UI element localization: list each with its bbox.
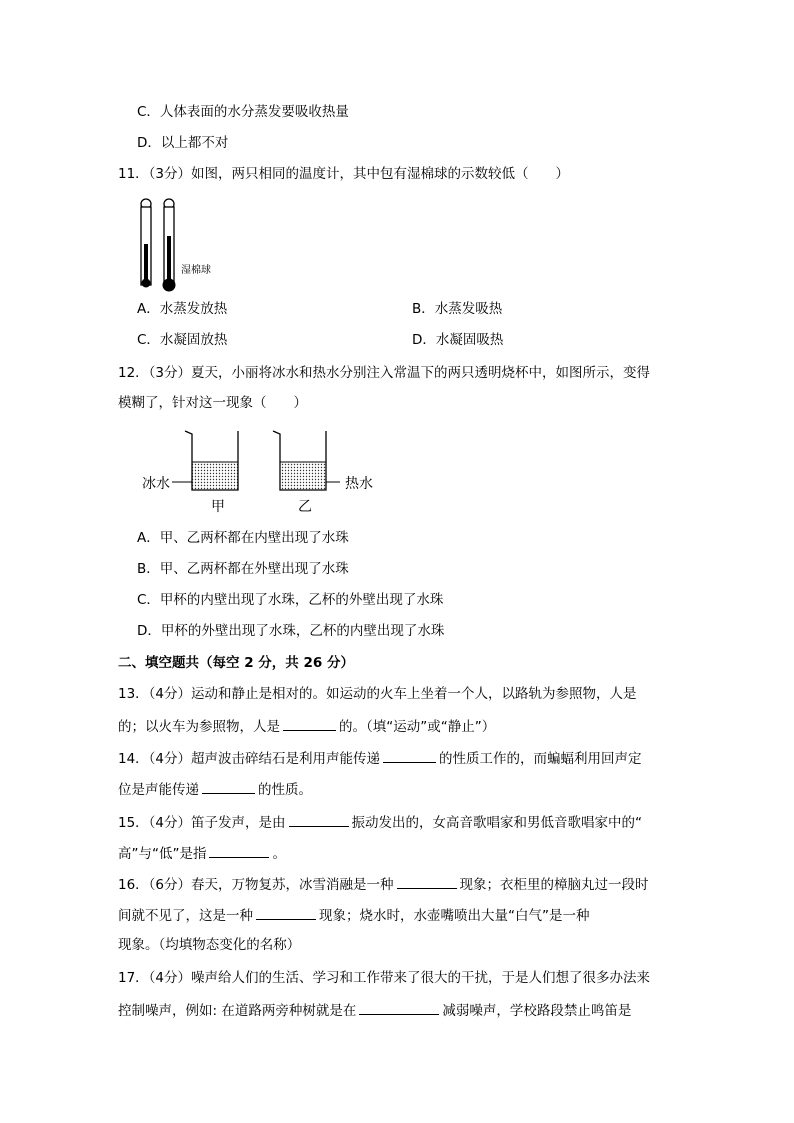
q12-option-d: D．甲杯的外壁出现了水珠，乙杯的内壁出现了水珠 xyxy=(137,623,445,639)
section-title: 二、填空题共（每空 2 分，共 26 分） xyxy=(118,655,354,671)
q13-line2 xyxy=(118,716,495,736)
q17-line2 xyxy=(118,1000,631,1020)
q13-line1: 13．（4分）运动和静止是相对的。如运动的火车上坐着一个人，以路轨为参照物，人是 xyxy=(118,686,637,702)
q15-text-a: 15．（4分）笛子发声，是由 xyxy=(118,815,286,831)
q14-text-b: 的性质工作的，而蝙蝠利用回声定 xyxy=(439,751,642,767)
cup-jia-label: 甲 xyxy=(211,499,225,515)
q10-option-d: D．以上都不对 xyxy=(137,135,229,151)
q17-text-a: 控制噪声，例如: 在道路两旁种树就是在 xyxy=(118,1003,357,1019)
q12-stem-line2: 模糊了，针对这一现象（ ） xyxy=(118,395,307,411)
hot-water-label: 热水 xyxy=(345,476,373,492)
q14-blank-2[interactable] xyxy=(202,779,255,794)
q14-line1 xyxy=(118,748,642,768)
wet-cotton-label: 湿棉球 xyxy=(181,265,211,276)
q11-thermometers-figure xyxy=(135,194,225,294)
q12-option-b: B．甲、乙两杯都在外壁出现了水珠 xyxy=(137,561,349,577)
q14-blank-1[interactable] xyxy=(383,748,436,763)
q16-blank-1[interactable] xyxy=(397,874,457,889)
q16-line1 xyxy=(118,874,649,894)
q13-text-a: 的；以火车为参照物，人是 xyxy=(118,719,280,735)
q17-blank-1[interactable] xyxy=(359,1000,439,1015)
q12-beakers-figure xyxy=(170,424,350,499)
q14-text-d: 的性质。 xyxy=(258,782,312,798)
q15-line1 xyxy=(118,812,642,832)
q11-option-c: C．水凝固放热 xyxy=(137,332,228,348)
q10-option-c: C．人体表面的水分蒸发要吸收热量 xyxy=(137,104,349,120)
q15-text-b: 振动发出的，女高音歌唱家和男低音歌唱家中的“ xyxy=(351,815,643,831)
q15-text-d: 。 xyxy=(272,846,286,862)
q11-option-a: A．水蒸发放热 xyxy=(137,301,228,317)
ice-water-label: 冰水 xyxy=(142,476,170,492)
q11-option-d: D．水凝固吸热 xyxy=(412,332,504,348)
q15-line2 xyxy=(118,843,286,863)
q14-line2 xyxy=(118,779,312,799)
q13-blank[interactable] xyxy=(283,716,336,731)
q13-text-b: 的。（填“运动”或“静止”） xyxy=(339,719,496,735)
q15-text-c: 高”与“低”是指 xyxy=(118,846,207,862)
q16-line3: 现象。（均填物态变化的名称） xyxy=(118,937,301,953)
q11-option-b: B．水蒸发吸热 xyxy=(412,301,503,317)
q16-text-b: 现象；衣柜里的樟脑丸过一段时 xyxy=(459,877,649,893)
q11-stem: 11．（3分）如图，两只相同的温度计，其中包有湿棉球的示数较低（ ） xyxy=(118,166,570,182)
q14-text-a: 14．（4分）超声波击碎结石是利用声能传递 xyxy=(118,751,381,767)
q17-line1: 17．（4分）噪声给人们的生活、学习和工作带来了很大的干扰，于是人们想了很多办法来 xyxy=(118,970,651,986)
q16-line2 xyxy=(118,905,590,925)
q15-blank-2[interactable] xyxy=(209,843,269,858)
q15-blank-1[interactable] xyxy=(289,812,349,827)
q16-blank-2[interactable] xyxy=(256,905,316,920)
q16-text-c: 间就不见了，这是一种 xyxy=(118,908,253,924)
q16-text-a: 16．（6分）春天，万物复苏，冰雪消融是一种 xyxy=(118,877,394,893)
q17-text-b: 减弱噪声，学校路段禁止鸣笛是 xyxy=(442,1003,632,1019)
q16-text-d: 现象；烧水时，水壶嘴喷出大量“白气”是一种 xyxy=(319,908,590,924)
cup-yi-label: 乙 xyxy=(298,499,312,515)
q12-stem-line1: 12．（3分）夏天，小丽将冰水和热水分别注入常温下的两只透明烧杯中，如图所示，变得 xyxy=(118,365,651,381)
q14-text-c: 位是声能传递 xyxy=(118,782,199,798)
q12-option-c: C．甲杯的内壁出现了水珠，乙杯的外壁出现了水珠 xyxy=(137,592,444,608)
q12-option-a: A．甲、乙两杯都在内壁出现了水珠 xyxy=(137,530,349,546)
